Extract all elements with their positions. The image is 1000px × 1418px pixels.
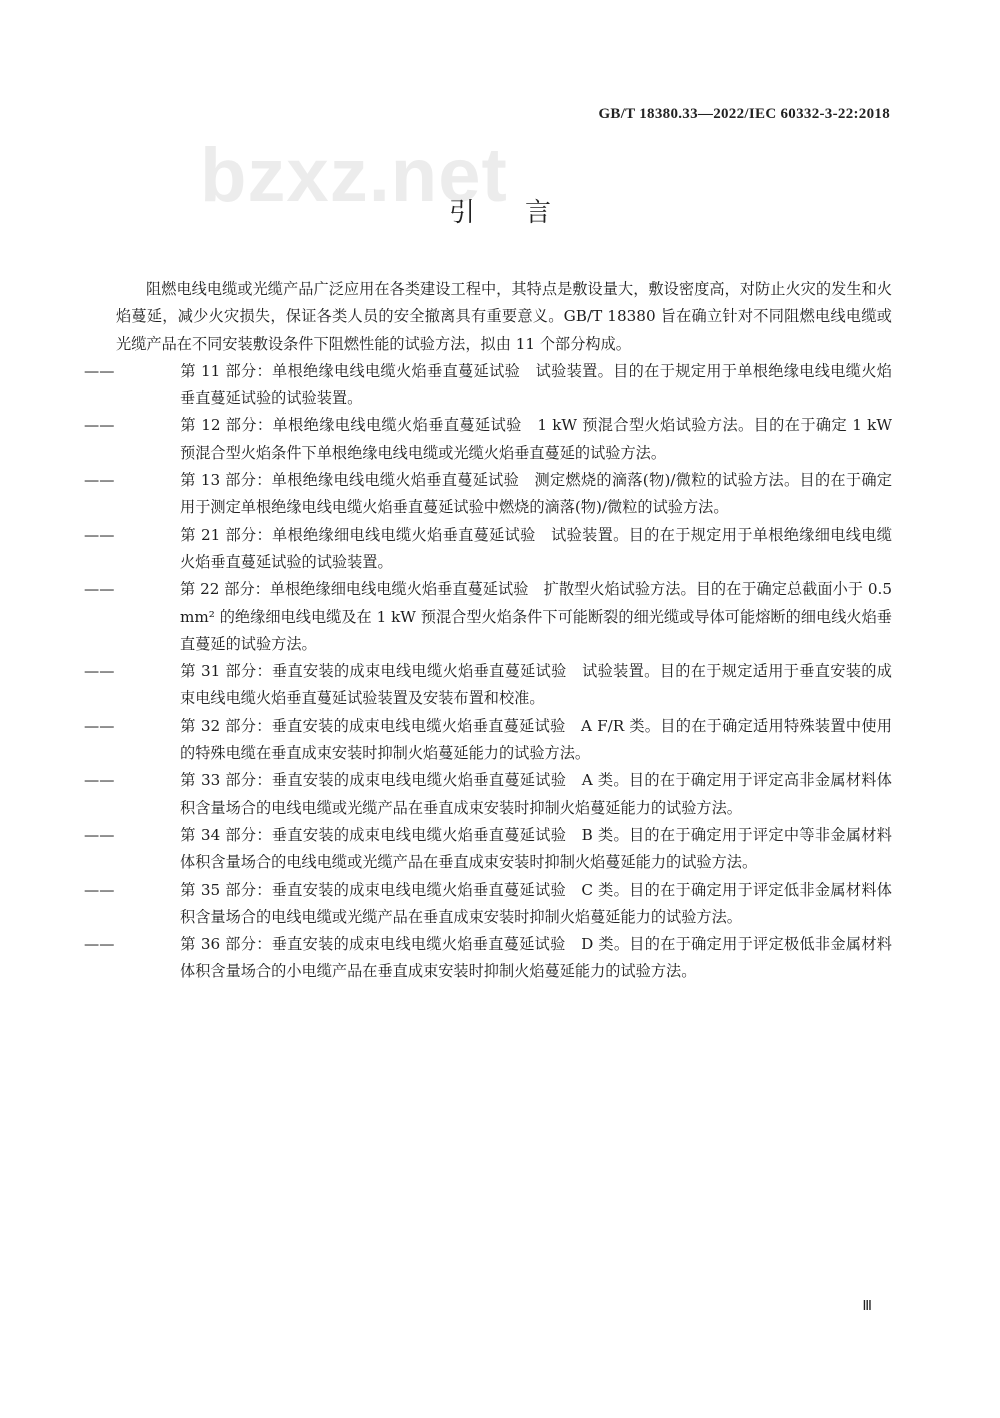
- page-number: Ⅲ: [862, 1299, 872, 1314]
- parts-list: [84, 358, 892, 986]
- part-text: 第 31 部分：垂直安装的成束电线电缆火焰垂直蔓延试验 试验装置。目的在于规定适用于垂直安装的成束电线电缆火焰垂直蔓延试验装置及安装布置和校准。: [180, 662, 892, 708]
- list-item: [84, 576, 892, 658]
- part-text: 第 33 部分：垂直安装的成束电线电缆火焰垂直蔓延试验 A 类。目的在于确定用于评定高非金属材料体积含量场合的电线电缆或光缆产品在垂直成束安装时抑制火焰蔓延能力的试验方法。: [180, 771, 892, 817]
- dash-lead: ——: [84, 716, 115, 735]
- dash-lead: ——: [84, 361, 115, 380]
- part-text: 第 22 部分：单根绝缘细电线电缆火焰垂直蔓延试验 扩散型火焰试验方法。目的在于确定总截面小于 0.5 mm² 的绝缘细电线电缆及在 1 kW 预混合型火焰条件下可能断裂的细光缆或导体可能熔断的细电线火焰垂直蔓延的试验方法。: [180, 580, 892, 653]
- intro-paragraph: 阻燃电线电缆或光缆产品广泛应用在各类建设工程中，其特点是敷设量大，敷设密度高，对防止火灾的发生和火焰蔓延，减少火灾损失，保证各类人员的安全撤离具有重要意义。GB/T 18380 旨在确立针对不同阻燃电线电缆或光缆产品在不同安装敷设条件下阻燃性能的试验方法，拟由 11 个部分构成。: [116, 280, 892, 353]
- dash-lead: ——: [84, 662, 115, 681]
- part-text: 第 36 部分：垂直安装的成束电线电缆火焰垂直蔓延试验 D 类。目的在于确定用于评定极低非金属材料体积含量场合的小电缆产品在垂直成束安装时抑制火焰蔓延能力的试验方法。: [180, 935, 892, 981]
- list-item: [84, 877, 892, 932]
- dash-lead: ——: [84, 525, 115, 544]
- dash-lead: ——: [84, 416, 115, 435]
- list-item: [84, 713, 892, 768]
- list-item: [84, 931, 892, 986]
- dash-lead: ——: [84, 580, 115, 599]
- part-text: 第 34 部分：垂直安装的成束电线电缆火焰垂直蔓延试验 B 类。目的在于确定用于评定中等非金属材料体积含量场合的电线电缆或光缆产品在垂直成束安装时抑制火焰蔓延能力的试验方法。: [180, 825, 892, 872]
- part-text: 第 21 部分：单根绝缘细电线电缆火焰垂直蔓延试验 试验装置。目的在于规定用于单根绝缘细电线电缆火焰垂直蔓延试验的试验装置。: [180, 525, 892, 571]
- dash-lead: ——: [84, 471, 115, 490]
- standard-number-header: GB/T 18380.33—2022/IEC 60332-3-22:2018: [598, 106, 890, 122]
- part-text: 第 13 部分：单根绝缘电线电缆火焰垂直蔓延试验 测定燃烧的滴落(物)/微粒的试验方法。目的在于确定用于测定单根绝缘电线电缆火焰垂直蔓延试验中燃烧的滴落(物)/微粒的试验方法。: [180, 471, 892, 517]
- dash-lead: ——: [84, 825, 115, 844]
- dash-lead: ——: [84, 935, 115, 954]
- part-text: 第 11 部分：单根绝缘电线电缆火焰垂直蔓延试验 试验装置。目的在于规定用于单根绝缘电线电缆火焰垂直蔓延试验的试验装置。: [180, 361, 892, 408]
- list-item: [84, 822, 892, 877]
- page-title: 引言: [448, 198, 601, 228]
- list-item: [84, 522, 892, 577]
- dash-lead: ——: [84, 771, 115, 790]
- part-text: 第 35 部分：垂直安装的成束电线电缆火焰垂直蔓延试验 C 类。目的在于确定用于评定低非金属材料体积含量场合的电线电缆或光缆产品在垂直成束安装时抑制火焰蔓延能力的试验方法。: [180, 880, 892, 926]
- part-text: 第 12 部分：单根绝缘电线电缆火焰垂直蔓延试验 1 kW 预混合型火焰试验方法。目的在于确定 1 kW 预混合型火焰条件下单根绝缘电线电缆或光缆火焰垂直蔓延的试验方法。: [180, 416, 892, 462]
- list-item: [84, 412, 892, 467]
- part-text: 第 32 部分：垂直安装的成束电线电缆火焰垂直蔓延试验 A F/R 类。目的在于确定适用特殊装置中使用的特殊电缆在垂直成束安装时抑制火焰蔓延能力的试验方法。: [180, 716, 892, 763]
- watermark: bzxz.net: [200, 133, 508, 218]
- body-text: [84, 276, 892, 986]
- dash-lead: ——: [84, 880, 115, 899]
- list-item: [84, 358, 892, 413]
- list-item: [84, 467, 892, 522]
- list-item: [84, 767, 892, 822]
- list-item: [84, 658, 892, 713]
